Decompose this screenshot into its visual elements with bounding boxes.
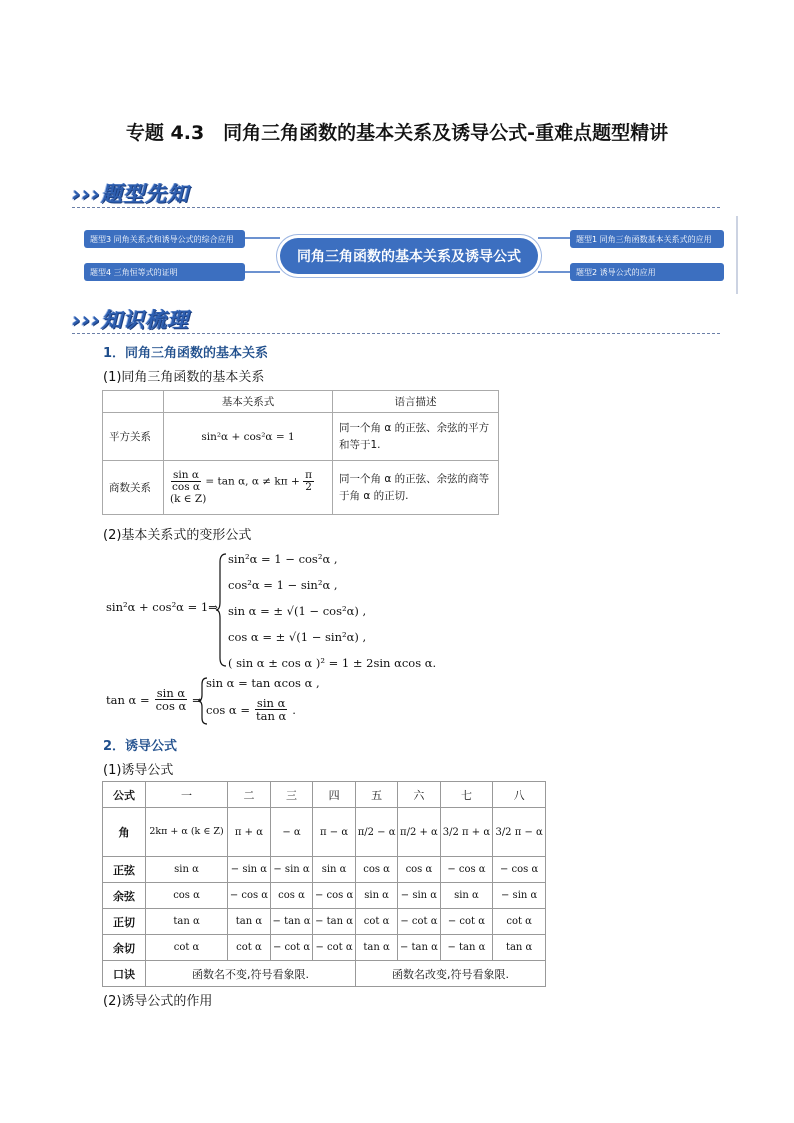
banner-arrows-icon: ››› (72, 308, 101, 332)
table-cell: − cot α (313, 935, 356, 961)
table-header-cell: 基本关系式 (164, 391, 333, 413)
table-cell: − sin α (228, 857, 271, 883)
row-label: 角 (103, 808, 146, 857)
table-cell: − tan α (440, 935, 493, 961)
denominator: cos α (172, 481, 201, 493)
formula-text: (k ∈ Z) (170, 493, 207, 506)
table-cell: cot α (228, 935, 271, 961)
table-row (103, 909, 546, 935)
banner-knowledge (72, 304, 189, 334)
table-header-cell: 二 (228, 782, 271, 808)
formula-cell: sin²α + cos²α = 1 (164, 413, 333, 461)
table-header-cell: 公式 (103, 782, 146, 808)
formula-text: tan α = (106, 692, 150, 707)
desc-cell: 同一个角 α 的正弦、余弦的平方和等于1. (333, 413, 499, 461)
divider (72, 333, 720, 334)
subheading-induction-usage: (2)诱导公式的作用 (103, 994, 213, 1009)
left-brace-icon (216, 552, 228, 668)
deformation-item: sin²α = 1 − cos²α , (228, 552, 338, 566)
table-cell: sin α (313, 857, 356, 883)
deformation-lhs: sin²α + cos²α = 1⇒ (106, 600, 218, 614)
divider (72, 207, 720, 208)
row-label: 口诀 (103, 961, 146, 987)
deformation-item: cos²α = 1 − sin²α , (228, 578, 338, 592)
angle-cell: 3/2 π + α (440, 808, 493, 857)
table-cell: tan α (355, 935, 397, 961)
deformation-list (228, 546, 436, 676)
table-cell: − sin α (493, 883, 546, 909)
subheading-basic-relation: (1)同角三角函数的基本关系 (103, 370, 265, 385)
mindmap-node-type2: 题型2 诱导公式的应用 (570, 263, 724, 281)
table-header-cell: 三 (270, 782, 312, 808)
table-row (103, 413, 499, 461)
fraction (170, 470, 202, 493)
desc-cell: 同一个角 α 的正弦、余弦的商等于角 α 的正切. (333, 461, 499, 515)
denominator: cos α (155, 699, 187, 714)
table-cell: cos α (270, 883, 312, 909)
table-cell: cos α (146, 883, 228, 909)
subheading-deformation: (2)基本关系式的变形公式 (103, 528, 252, 543)
formula-text: = tan α, α ≠ kπ + (205, 475, 300, 488)
deformation-item: sin α = ± √(1 − cos²α) , (228, 604, 367, 618)
table-cell: − tan α (270, 909, 312, 935)
banner-text: 知识梳理 (100, 308, 189, 332)
angle-cell: 3/2 π − α (493, 808, 546, 857)
section-heading-basic-relation: 1．同角三角函数的基本关系 (103, 346, 269, 361)
table-cell: sin α (355, 883, 397, 909)
section-heading-induction: 2．诱导公式 (103, 739, 178, 754)
numerator: sin α (256, 696, 286, 710)
table-header-cell (103, 391, 164, 413)
basic-relation-table (102, 390, 499, 515)
table-row-mnemonic (103, 961, 546, 987)
table-cell: cot α (146, 935, 228, 961)
table-row-angles (103, 808, 546, 857)
row-label: 正弦 (103, 857, 146, 883)
banner-arrows-icon: ››› (72, 182, 101, 206)
table-header-cell: 八 (493, 782, 546, 808)
formula-cell (164, 461, 333, 515)
table-cell: cos α (398, 857, 440, 883)
tan-deformation-line1: sin α = tan αcos α , (206, 676, 320, 690)
table-cell: tan α (228, 909, 271, 935)
table-header-cell: 一 (146, 782, 228, 808)
table-header-cell: 语言描述 (333, 391, 499, 413)
row-label: 正切 (103, 909, 146, 935)
row-label: 余切 (103, 935, 146, 961)
denominator: 2 (305, 481, 312, 493)
subheading-induction: (1)诱导公式 (103, 763, 174, 778)
table-cell: cos α (355, 857, 397, 883)
table-cell: − cot α (440, 909, 493, 935)
table-header-cell: 七 (440, 782, 493, 808)
row-label: 平方关系 (103, 413, 164, 461)
table-cell: cot α (355, 909, 397, 935)
mindmap-center-node: 同角三角函数的基本关系及诱导公式 (280, 238, 538, 274)
table-header-row (103, 391, 499, 413)
table-cell: − cos α (313, 883, 356, 909)
angle-cell: π − α (313, 808, 356, 857)
row-label: 余弦 (103, 883, 146, 909)
formula-text: cos α = (206, 702, 250, 717)
angle-cell: π + α (228, 808, 271, 857)
numerator: sin α (156, 686, 186, 700)
mindmap-node-type4: 题型4 三角恒等式的证明 (84, 263, 245, 281)
angle-cell: π/2 + α (398, 808, 440, 857)
mnemonic-cell: 函数名不变,符号看象限. (146, 961, 356, 987)
angle-cell: 2kπ + α (k ∈ Z) (146, 808, 228, 857)
table-cell: tan α (493, 935, 546, 961)
angle-cell: π/2 − α (355, 808, 397, 857)
mindmap-node-type3: 题型3 同角关系式和诱导公式的综合应用 (84, 230, 245, 248)
mindmap-node-type1: 题型1 同角三角函数基本关系式的应用 (570, 230, 724, 248)
table-cell: − tan α (398, 935, 440, 961)
numerator: sin α (173, 468, 199, 481)
fraction (254, 697, 288, 722)
table-row (103, 935, 546, 961)
induction-table (102, 781, 546, 987)
table-row (103, 857, 546, 883)
table-header-cell: 六 (398, 782, 440, 808)
row-label: 商数关系 (103, 461, 164, 515)
table-cell: − sin α (398, 883, 440, 909)
table-cell: sin α (440, 883, 493, 909)
arrow-icon: ⇒ (192, 692, 202, 707)
table-cell: − cos α (228, 883, 271, 909)
table-row (103, 883, 546, 909)
table-header-cell: 四 (313, 782, 356, 808)
banner-text: 题型先知 (100, 182, 189, 206)
table-cell: − cot α (398, 909, 440, 935)
banner-question-types (72, 178, 189, 208)
mindmap (72, 214, 738, 296)
mnemonic-cell: 函数名改变,符号看象限. (355, 961, 545, 987)
tan-deformation-line2 (206, 697, 296, 722)
table-cell: sin α (146, 857, 228, 883)
deformation-item: cos α = ± √(1 − sin²α) , (228, 630, 367, 644)
table-header-cell: 五 (355, 782, 397, 808)
table-cell: − tan α (313, 909, 356, 935)
angle-cell: − α (270, 808, 312, 857)
table-header-row (103, 782, 546, 808)
page-title: 专题 4.3 同角三角函数的基本关系及诱导公式-重难点题型精讲 (125, 122, 669, 144)
table-cell: cot α (493, 909, 546, 935)
formula-text: . (292, 702, 296, 717)
table-cell: tan α (146, 909, 228, 935)
table-cell: − sin α (270, 857, 312, 883)
fraction (154, 687, 189, 712)
deformation-item: ( sin α ± cos α )² = 1 ± 2sin αcos α. (228, 656, 437, 670)
table-cell: − cos α (440, 857, 493, 883)
table-cell: − cot α (270, 935, 312, 961)
tan-deformation-lhs (106, 687, 202, 712)
denominator: tan α (255, 709, 287, 724)
table-cell: − cos α (493, 857, 546, 883)
numerator: π (305, 468, 313, 481)
table-row (103, 461, 499, 515)
fraction (303, 470, 314, 493)
